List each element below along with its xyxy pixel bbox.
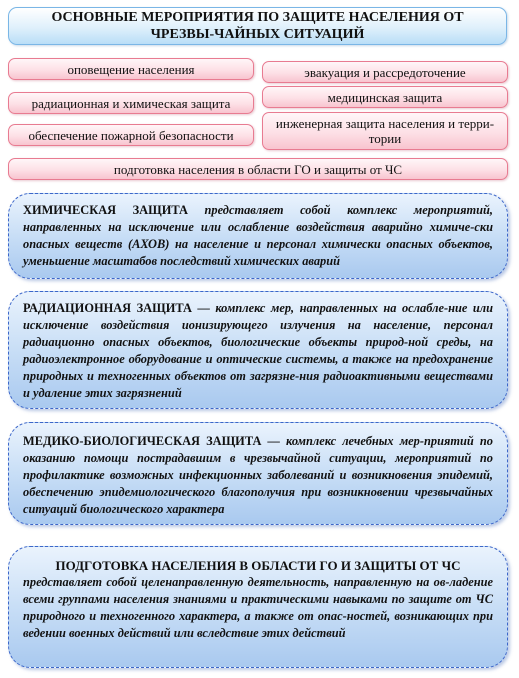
measure-training-label: подготовка населения в области ГО и защиты от ЧС bbox=[113, 161, 403, 177]
measure-engineering bbox=[262, 112, 508, 150]
measure-notification-label: оповещение населения bbox=[67, 61, 195, 77]
chemical-protection-heading: ХИМИЧЕСКАЯ ЗАЩИТА bbox=[23, 203, 188, 217]
measure-notification bbox=[8, 58, 254, 80]
chemical-protection-card bbox=[8, 193, 508, 279]
radiation-protection-text: — комплекс мер, направленных на ослабле-ние или исключение воздействия ионизирующего излучения на население, персонал радиационно опасных объектов, биологические объекты природ-ной среды, на радиоэлектронное оборудование и оптические системы, а также на предохранение природных и техногенных объектов от загрязне-ния радиоактивными веществами и удаление этих загрязнений bbox=[23, 301, 493, 400]
main-title-text: ОСНОВНЫЕ МЕРОПРИЯТИЯ ПО ЗАЩИТЕ НАСЕЛЕНИЯ ОТ ЧРЕЗВЫ-ЧАЙНЫХ СИТУАЦИЙ bbox=[51, 10, 464, 42]
training-heading: ПОДГОТОВКА НАСЕЛЕНИЯ В ОБЛАСТИ ГО И ЗАЩИТЫ ОТ ЧС bbox=[55, 558, 461, 573]
main-title bbox=[8, 7, 507, 45]
measure-fire-label: обеспечение пожарной безопасности bbox=[28, 127, 234, 143]
measure-evacuation-label: эвакуация и рассредоточение bbox=[304, 64, 466, 80]
measure-radiation-chemical-label: радиационная и химическая защита bbox=[31, 95, 231, 111]
measure-radiation-chemical bbox=[8, 92, 254, 114]
measure-evacuation bbox=[262, 61, 508, 83]
measure-fire bbox=[8, 124, 254, 146]
measure-medical bbox=[262, 86, 508, 108]
measure-training bbox=[8, 158, 508, 180]
measure-engineering-label: инженерная защита населения и терри-тории bbox=[275, 116, 495, 146]
radiation-protection-card bbox=[8, 291, 508, 409]
medbio-protection-card bbox=[8, 422, 508, 525]
medbio-protection-text: — комплекс лечебных мер-приятий по оказанию помощи пострадавшим в чрезвычайной ситуации, мероприятий по профилактике возможных инфекционных заболеваний и возникновения эпидемий, обеспечению эпидемиологического благополучия при возникновении чрезвычайных ситуаций биологического характера bbox=[23, 434, 493, 516]
radiation-protection-heading: РАДИАЦИОННАЯ ЗАЩИТА bbox=[23, 301, 192, 315]
training-card bbox=[8, 546, 508, 668]
chemical-protection-text: представляет собой комплекс мероприятий, направленных на исключение или ослабление воздействия аварийно химиче-ски опасных веществ (АХОВ) на население и персонал химически опасных объектов, уменьшение масштабов последствий химических аварий bbox=[23, 203, 493, 268]
training-text: представляет собой целенаправленную деятельность, направленную на ов-ладение всеми группами населения знаниями и практическими навыками по защите от ЧС природного и техногенного характера, а также от опас-ностей, возникающих при ведении военных действий или вследствие этих действий bbox=[23, 575, 493, 640]
medbio-protection-heading: МЕДИКО-БИОЛОГИЧЕСКАЯ ЗАЩИТА bbox=[23, 434, 262, 448]
measure-medical-label: медицинская защита bbox=[327, 89, 443, 105]
